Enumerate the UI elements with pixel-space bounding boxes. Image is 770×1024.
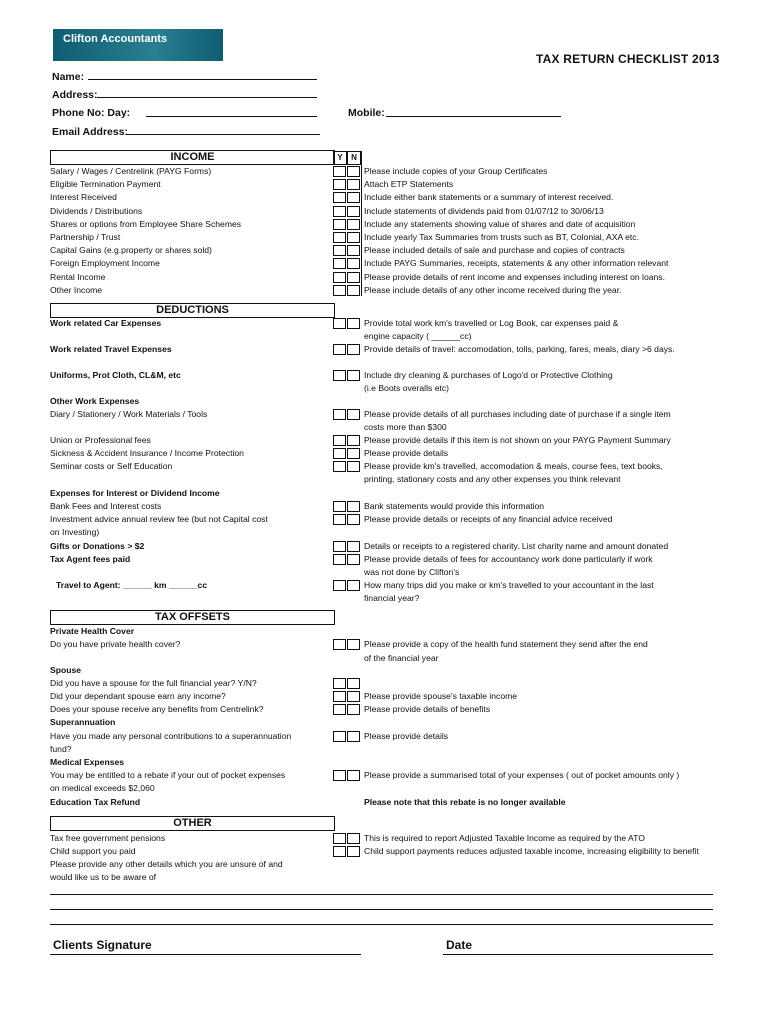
income-item-note: Include statements of dividends paid from 01/07/12 to 30/06/13: [364, 206, 604, 216]
education-label: Education Tax Refund: [50, 797, 141, 807]
diary-no-checkbox[interactable]: [347, 409, 360, 420]
income-item-note: Include PAYG Summaries, receipts, statements & any other information relevant: [364, 258, 669, 268]
income-yes-checkbox[interactable]: [333, 166, 346, 177]
health-yes-checkbox[interactable]: [333, 639, 346, 650]
income-yes-checkbox[interactable]: [333, 192, 346, 203]
seminar-no-checkbox[interactable]: [347, 461, 360, 472]
sickness-note: Please provide details: [364, 448, 449, 458]
seminar-note-2: printing, stationary costs and any other expenses you think relevant: [364, 474, 621, 484]
date-label: Date: [446, 938, 473, 952]
super-question-2: fund?: [50, 744, 72, 754]
income-item-note: Please include details of any other income received during the year.: [364, 285, 622, 295]
income-yes-checkbox[interactable]: [333, 285, 346, 296]
travel-agent-note-1: How many trips did you make or km's travelled to your accountant in the last: [364, 580, 654, 590]
notes-line-3[interactable]: [50, 924, 713, 925]
income-no-checkbox[interactable]: [347, 179, 360, 190]
email-label: Email Address:: [52, 126, 129, 138]
tax-offsets-heading: TAX OFFSETS: [50, 610, 335, 625]
income-no-checkbox[interactable]: [347, 285, 360, 296]
gifts-note: Details or receipts to a registered charity. List charity name and amount donated: [364, 541, 669, 551]
diary-yes-checkbox[interactable]: [333, 409, 346, 420]
investment-note: Please provide details or receipts of any financial advice received: [364, 514, 613, 524]
seminar-yes-checkbox[interactable]: [333, 461, 346, 472]
income-yes-checkbox[interactable]: [333, 245, 346, 256]
seminar-label: Seminar costs or Self Education: [50, 461, 173, 471]
private-health-heading: Private Health Cover: [50, 626, 135, 636]
income-item-note: Please include copies of your Group Certificates: [364, 166, 548, 176]
child-no-checkbox[interactable]: [347, 846, 360, 857]
income-yes-checkbox[interactable]: [333, 272, 346, 283]
agent-yes-checkbox[interactable]: [333, 554, 346, 565]
travel-yes-checkbox[interactable]: [333, 344, 346, 355]
uniforms-yes-checkbox[interactable]: [333, 370, 346, 381]
health-note-2: of the financial year: [364, 653, 439, 663]
education-note: Please note that this rebate is no longer available: [364, 797, 566, 807]
sickness-label: Sickness & Accident Insurance / Income Protection: [50, 448, 244, 458]
travel-agent-yes-checkbox[interactable]: [333, 580, 346, 591]
income-item-label: Other Income: [50, 285, 103, 295]
investment-label-2: on Investing): [50, 527, 100, 537]
income-item-note: Please included details of sale and purchase and copies of contracts: [364, 245, 625, 255]
income-item-label: Capital Gains (e.g.property or shares sold): [50, 245, 212, 255]
uniforms-note-1: Include dry cleaning & purchases of Logo'd or Protective Clothing: [364, 370, 613, 380]
spouse-question-1: Did you have a spouse for the full financial year? Y/N?: [50, 678, 257, 688]
name-field[interactable]: [88, 79, 317, 80]
income-no-checkbox[interactable]: [347, 245, 360, 256]
income-item-note: Include either bank statements or a summary of interest received.: [364, 192, 614, 202]
income-yes-checkbox[interactable]: [333, 206, 346, 217]
email-field[interactable]: [127, 134, 320, 135]
uniforms-label: Uniforms, Prot Cloth, CL&M, etc: [50, 370, 181, 380]
income-no-checkbox[interactable]: [347, 272, 360, 283]
investment-no-checkbox[interactable]: [347, 514, 360, 525]
spouse3-no-checkbox[interactable]: [347, 704, 360, 715]
notes-line-1[interactable]: [50, 894, 713, 895]
diary-label: Diary / Stationery / Work Materials / Tools: [50, 409, 208, 419]
medical-text-1: You may be entitled to a rebate if your out of pocket expenses: [50, 770, 286, 780]
travel-note: Provide details of travel: accomodation, tolls, parking, fares, meals, diary >6 days.: [364, 344, 675, 354]
deductions-heading: DEDUCTIONS: [50, 303, 335, 318]
income-item-label: Eligible Termination Payment: [50, 179, 161, 189]
other-work-expenses-heading: Other Work Expenses: [50, 396, 140, 406]
medical-yes-checkbox[interactable]: [333, 770, 346, 781]
income-no-checkbox[interactable]: [347, 219, 360, 230]
income-item-note: Include yearly Tax Summaries from trusts such as BT, Colonial, AXA etc.: [364, 232, 639, 242]
income-no-checkbox[interactable]: [347, 206, 360, 217]
income-item-label: Interest Received: [50, 192, 117, 202]
spouse1-no-checkbox[interactable]: [347, 678, 360, 689]
diary-note-2: costs more than $300: [364, 422, 447, 432]
union-yes-checkbox[interactable]: [333, 435, 346, 446]
spouse-heading: Spouse: [50, 665, 82, 675]
income-yes-checkbox[interactable]: [333, 232, 346, 243]
health-no-checkbox[interactable]: [347, 639, 360, 650]
travel-no-checkbox[interactable]: [347, 344, 360, 355]
other-details-1: Please provide any other details which you are unsure of and: [50, 859, 283, 869]
medical-heading: Medical Expenses: [50, 757, 125, 767]
super-note: Please provide details: [364, 731, 449, 741]
spouse-question-3: Does your spouse receive any benefits from Centrelink?: [50, 704, 264, 714]
income-yes-checkbox[interactable]: [333, 219, 346, 230]
income-yes-checkbox[interactable]: [333, 179, 346, 190]
investment-yes-checkbox[interactable]: [333, 514, 346, 525]
agent-note-1: Please provide details of fees for accountancy work done particularly if work: [364, 554, 653, 564]
medical-no-checkbox[interactable]: [347, 770, 360, 781]
spouse3-note: Please provide details of benefits: [364, 704, 491, 714]
health-label: Do you have private health cover?: [50, 639, 181, 649]
income-no-checkbox[interactable]: [347, 232, 360, 243]
super-no-checkbox[interactable]: [347, 731, 360, 742]
car-note-1: Provide total work km's travelled or Log Book, car expenses paid &: [364, 318, 619, 328]
income-item-note: Include any statements showing value of shares and date of acquisition: [364, 219, 636, 229]
yes-column-header: Y: [333, 151, 347, 165]
travel-agent-note-2: financial year?: [364, 593, 420, 603]
pensions-yes-checkbox[interactable]: [333, 833, 346, 844]
pensions-label: Tax free government pensions: [50, 833, 166, 843]
income-item-label: Dividends / Distributions: [50, 206, 143, 216]
clients-signature-label: Clients Signature: [53, 938, 152, 952]
mobile-label: Mobile:: [348, 107, 385, 119]
bank-no-checkbox[interactable]: [347, 501, 360, 512]
company-logo: Clifton Accountants: [53, 29, 223, 61]
sickness-yes-checkbox[interactable]: [333, 448, 346, 459]
income-no-checkbox[interactable]: [347, 166, 360, 177]
seminar-note-1: Please provide km's travelled, accomodation & meals, course fees, text books,: [364, 461, 663, 471]
income-item-note: Attach ETP Statements: [364, 179, 454, 189]
diary-note-1: Please provide details of all purchases including date of purchase if a single item: [364, 409, 671, 419]
child-yes-checkbox[interactable]: [333, 846, 346, 857]
super-question-1: Have you made any personal contributions to a superannuation: [50, 731, 292, 741]
page-title: TAX RETURN CHECKLIST 2013: [536, 52, 720, 66]
phone-label: Phone No: Day:: [52, 107, 131, 119]
gifts-yes-checkbox[interactable]: [333, 541, 346, 552]
union-no-checkbox[interactable]: [347, 435, 360, 446]
income-item-label: Shares or options from Employee Share Schemes: [50, 219, 242, 229]
date-line[interactable]: [443, 954, 713, 955]
income-item-label: Salary / Wages / Centrelink (PAYG Forms): [50, 166, 212, 176]
income-yes-checkbox[interactable]: [333, 258, 346, 269]
uniforms-no-checkbox[interactable]: [347, 370, 360, 381]
bank-note: Bank statements would provide this information: [364, 501, 545, 511]
sickness-no-checkbox[interactable]: [347, 448, 360, 459]
spouse2-note: Please provide spouse's taxable income: [364, 691, 518, 701]
other-heading: OTHER: [50, 816, 335, 831]
notes-line-2[interactable]: [50, 909, 713, 910]
address-field[interactable]: [97, 97, 317, 98]
phone-field[interactable]: [146, 116, 317, 117]
bank-fees-label: Bank Fees and Interest costs: [50, 501, 162, 511]
interest-expenses-heading: Expenses for Interest or Dividend Income: [50, 488, 220, 498]
agent-no-checkbox[interactable]: [347, 554, 360, 565]
union-label: Union or Professional fees: [50, 435, 151, 445]
spouse2-no-checkbox[interactable]: [347, 691, 360, 702]
union-note: Please provide details if this item is not shown on your PAYG Payment Summary: [364, 435, 671, 445]
child-support-label: Child support you paid: [50, 846, 136, 856]
income-item-label: Rental Income: [50, 272, 106, 282]
tax-agent-label: Tax Agent fees paid: [50, 554, 131, 564]
income-item-note: Please provide details of rent income and expenses including interest on loans.: [364, 272, 665, 282]
bank-yes-checkbox[interactable]: [333, 501, 346, 512]
pensions-no-checkbox[interactable]: [347, 833, 360, 844]
car-expenses-label: Work related Car Expenses: [50, 318, 162, 328]
income-heading: INCOME: [50, 150, 335, 165]
address-label: Address:: [52, 89, 98, 101]
travel-expenses-label: Work related Travel Expenses: [50, 344, 172, 354]
child-support-note: Child support payments reduces adjusted taxable income, increasing eligibility to benefit: [364, 846, 699, 856]
name-label: Name:: [52, 71, 85, 83]
signature-line[interactable]: [50, 954, 361, 955]
medical-text-2: on medical exceeds $2,060: [50, 783, 155, 793]
uniforms-note-2: (i.e Boots overalls etc): [364, 383, 450, 393]
superannuation-heading: Superannuation: [50, 717, 116, 727]
car-no-checkbox[interactable]: [347, 318, 360, 329]
travel-to-agent-label: Travel to Agent: ______ km ______cc: [56, 580, 208, 590]
income-item-label: Partnership / Trust: [50, 232, 121, 242]
income-item-label: Foreign Employment Income: [50, 258, 160, 268]
travel-agent-no-checkbox[interactable]: [347, 580, 360, 591]
column-divider: [361, 151, 362, 296]
gifts-label: Gifts or Donations > $2: [50, 541, 145, 551]
spouse-question-2: Did your dependant spouse earn any income?: [50, 691, 226, 701]
investment-label-1: Investment advice annual review fee (but not Capital cost: [50, 514, 268, 524]
gifts-no-checkbox[interactable]: [347, 541, 360, 552]
income-no-checkbox[interactable]: [347, 192, 360, 203]
spouse1-yes-checkbox[interactable]: [333, 678, 346, 689]
other-details-2: would like us to be aware of: [50, 872, 157, 882]
pensions-note: This is required to report Adjusted Taxable Income as required by the ATO: [364, 833, 645, 843]
super-yes-checkbox[interactable]: [333, 731, 346, 742]
spouse2-yes-checkbox[interactable]: [333, 691, 346, 702]
no-column-header: N: [347, 151, 361, 165]
medical-note: Please provide a summarised total of your expenses ( out of pocket amounts only ): [364, 770, 680, 780]
health-note-1: Please provide a copy of the health fund statement they send after the end: [364, 639, 648, 649]
agent-note-2: was not done by Clifton's: [364, 567, 460, 577]
spouse3-yes-checkbox[interactable]: [333, 704, 346, 715]
mobile-field[interactable]: [386, 116, 561, 117]
car-note-2: engine capacity ( ______cc): [364, 331, 472, 341]
income-no-checkbox[interactable]: [347, 258, 360, 269]
car-yes-checkbox[interactable]: [333, 318, 346, 329]
